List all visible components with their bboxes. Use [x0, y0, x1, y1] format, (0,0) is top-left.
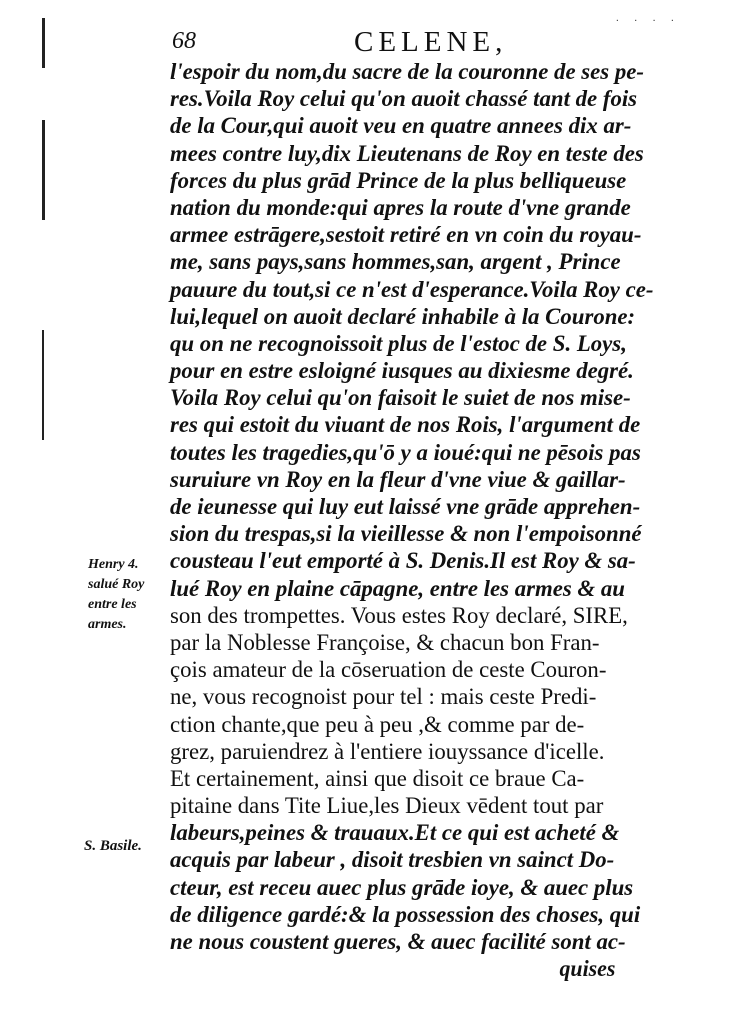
text-line: lué Roy en plaine cāpagne, entre les armes & au [170, 575, 625, 601]
page-header [172, 26, 652, 62]
text-line: lui,lequel on auoit declaré inhabile à la Courone: [170, 303, 636, 329]
text-line: acquis par labeur , disoit tresbien vn sainct Do- [170, 847, 615, 873]
text-line: quises [559, 956, 616, 982]
text-line: pitaine dans Tite Liue,les Dieux vēdent tout par [170, 793, 604, 819]
text-line: l'espoir du nom,du sacre de la couronne de ses pe- [170, 59, 644, 84]
margin-note-line: Henry 4. [88, 557, 139, 572]
text-line: armee estrāgere,sestoit retiré en vn coin du royau- [170, 222, 642, 248]
margin-note-line: armes. [88, 617, 127, 632]
text-line: Voila Roy celui qu'on faisoit le suiet de nos mise- [170, 385, 631, 411]
text-line: res qui estoit du viuant de nos Rois, l'argument de [170, 412, 641, 438]
text-line: Et certainement, ainsi que disoit ce braue Ca- [170, 765, 585, 791]
margin-note-line: entre les [88, 597, 137, 612]
scan-dots: · · · · [615, 16, 680, 27]
text-line: ne, vous recognoist pour tel : mais ceste Predi- [170, 684, 597, 710]
text-line: nation du monde:qui apres la route d'vne grande [170, 194, 631, 220]
binding-edge-mark [42, 120, 45, 220]
text-line: par la Noblesse Françoise, & chacun bon Fran- [170, 629, 600, 655]
margin-note-line: salué Roy [88, 577, 145, 592]
text-line: de diligence gardé:& la possession des choses, qui [170, 901, 641, 927]
text-line: çois amateur de la cōseruation de ceste Couron- [170, 657, 607, 683]
text-line: ne nous coustent gueres, & auec facilité sont ac- [170, 929, 626, 954]
text-line: de ieunesse qui luy eut laissé vne grāde apprehen- [170, 494, 641, 519]
binding-edge-mark [42, 330, 44, 440]
page-number: 68 [172, 28, 196, 54]
text-line: ction chante,que peu à peu ,& comme par de- [170, 711, 585, 737]
text-line: de la Cour,qui auoit veu en quatre annees dix ar- [170, 113, 632, 139]
text-line: pauure du tout,si ce n'est d'esperance.Voila Roy ce- [170, 276, 654, 302]
text-line: forces du plus grād Prince de la plus belliqueuse [170, 167, 627, 193]
text-line: cteur, est receu auec plus grāde ioye, & auec plus [170, 874, 634, 900]
margin-note-henry [88, 555, 144, 635]
text-line: son des trompettes. Vous estes Roy declaré, SIRE, [170, 602, 628, 628]
text-line: res.Voila Roy celui qu'on auoit chassé tant de fois [170, 86, 638, 112]
text-line: cousteau l'eut emporté à S. Denis.Il est Roy & sa- [170, 548, 636, 574]
text-line: mees contre luy,dix Lieutenans de Roy en teste des [170, 140, 644, 166]
text-line: pour en estre esloigné iusques au dixiesme degré. [170, 358, 634, 384]
text-line: toutes les tragedies,qu'ō y a ioué:qui ne pēsois pas [170, 439, 641, 465]
running-title: CELENE, [354, 26, 508, 58]
binding-edge-mark [42, 18, 45, 68]
text-line: grez, paruiendrez à l'entiere iouyssance d'icelle. [170, 738, 605, 764]
text-line: labeurs,peines & trauaux.Et ce qui est acheté & [170, 820, 620, 846]
margin-note-basile: S. Basile. [84, 838, 142, 854]
body-text [170, 58, 660, 982]
text-line: suruiure vn Roy en la fleur d'vne viue & gaillar- [170, 466, 626, 492]
text-line: sion du trespas,si la vieillesse & non l'empoisonné [170, 521, 642, 547]
text-line: me, sans pays,sans hommes,san, argent , Prince [170, 249, 621, 275]
text-line: qu on ne recognoissoit plus de l'estoc de S. Loys, [170, 330, 627, 356]
